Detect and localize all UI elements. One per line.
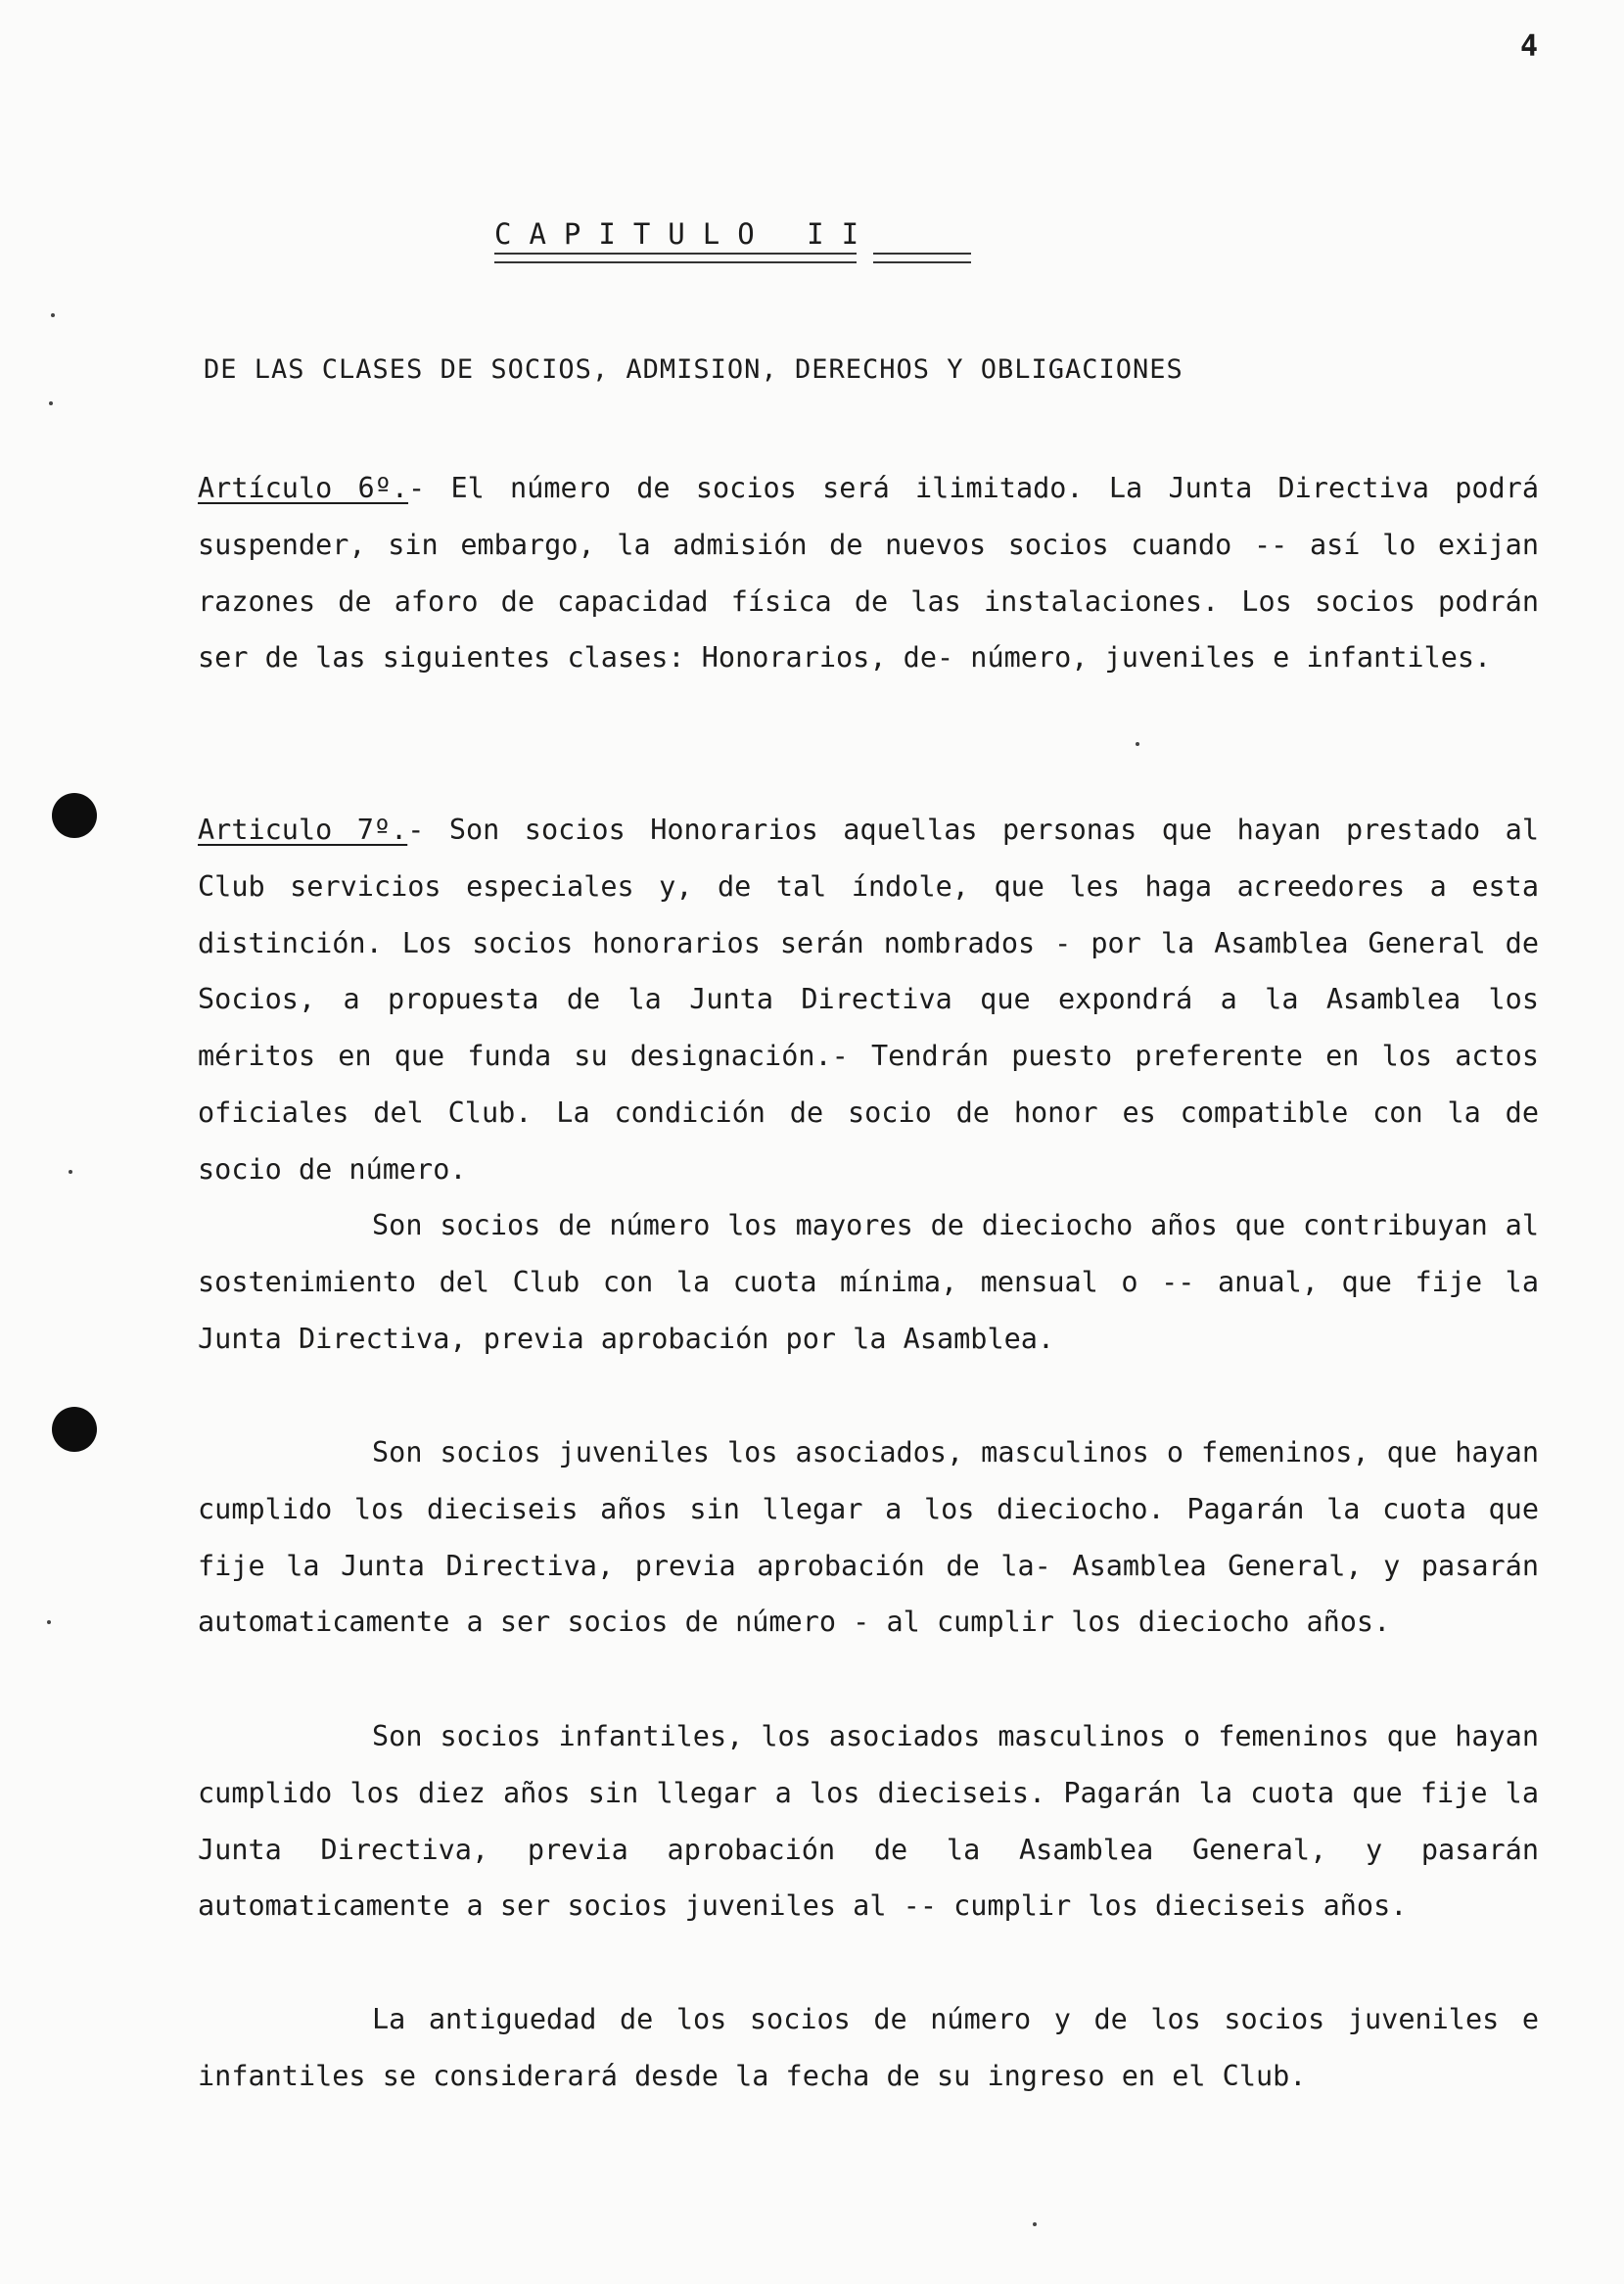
article-7-text: - Son socios Honorarios aquellas personas que hayan prestado al Club servicios especiales y, de tal índole, que les haga acreedores a esta distinción. Los socios honorarios serán nombrados - por la Asamblea General de Socios, a propuesta de la Junta Directiva que expondrá a la Asamblea los méritos en que funda su designación.- Tendrán puesto preferente en los actos oficiales del Club. La condición de socio de honor es compatible con la de socio de número.	[198, 814, 1539, 1186]
page-number: 4	[1520, 29, 1539, 64]
article-7-label: Articulo 7º.	[198, 814, 408, 846]
chapter-title: CAPITULO II	[494, 217, 877, 251]
chapter-title-underline	[494, 253, 857, 263]
scan-speck	[1136, 742, 1139, 746]
binder-hole	[52, 793, 97, 838]
article-6	[198, 460, 1539, 686]
scan-speck	[49, 401, 53, 405]
paragraph-socios-infantiles: Son socios infantiles, los asociados masculinos o femeninos que hayan cumplido los diez años sin llegar a los dieciseis. Pagarán la cuota que fije la Junta Directiva, previa aprobación de la Asamblea General, y pasarán automaticamente a ser socios juveniles al -- cumplir los dieciseis años.	[198, 1720, 1539, 1923]
article-6-label: Artículo 6º.	[198, 472, 409, 504]
scan-speck	[1033, 2222, 1037, 2226]
chapter-title-underline	[873, 253, 971, 263]
scan-speck	[51, 313, 55, 317]
paragraph-antiguedad: La antiguedad de los socios de número y de los socios juveniles e infantiles se considerará desde la fecha de su ingreso en el Club.	[198, 2003, 1539, 2092]
scan-speck	[69, 1170, 72, 1174]
binder-hole	[52, 1407, 97, 1452]
paragraph-socios-juveniles: Son socios juveniles los asociados, masculinos o femeninos, que hayan cumplido los dieciseis años sin llegar a los dieciocho. Pagarán la cuota que fije la Junta Directiva, previa aprobación de la- Asamblea General, y pasarán automaticamente a ser socios de número - al cumplir los dieciocho años.	[198, 1436, 1539, 1639]
article-7	[198, 802, 1539, 1198]
paragraph-socios-numero: Son socios de número los mayores de dieciocho años que contribuyan al sostenimiento del Club con la cuota mínima, mensual o -- anual, que fije la Junta Directiva, previa aprobación por la Asamblea.	[198, 1209, 1539, 1355]
scan-speck	[47, 1620, 51, 1624]
chapter-heading: DE LAS CLASES DE SOCIOS, ADMISION, DERECHOS Y OBLIGACIONES	[204, 354, 1183, 385]
article-6-text: - El número de socios será ilimitado. La Junta Directiva podrá suspender, sin embargo, la admisión de nuevos socios cuando -- así lo exijan razones de aforo de capacidad física de las instalaciones. Los socios podrán ser de las siguientes clases: Honorarios, de- número, juveniles e infantiles.	[198, 472, 1540, 675]
